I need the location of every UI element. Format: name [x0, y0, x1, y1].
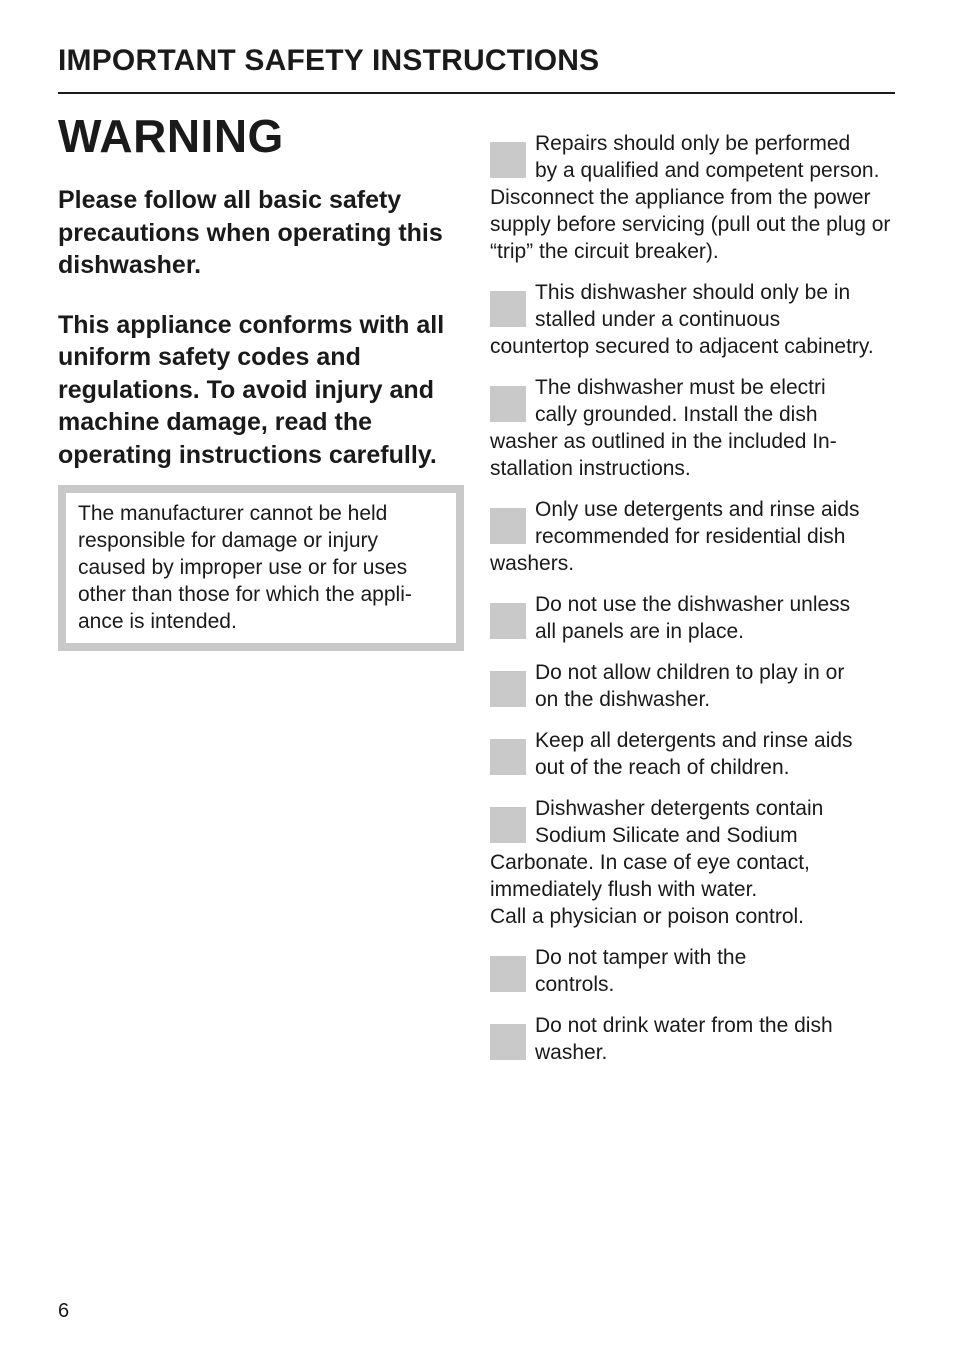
bullet-marker-icon: [490, 386, 526, 422]
safety-item-text: Do not tamper with the controls.: [535, 946, 747, 996]
safety-item-text: Keep all detergents and rinse aids out of the reach of children.: [535, 729, 853, 779]
safety-item: [490, 659, 895, 713]
intro-paragraph-conformity: This appliance conforms with all uniform safety codes and regulations. To avoid injury and machine damage, read the operating instructions carefully.: [58, 310, 445, 469]
safety-item-text: The dishwasher must be electri cally grounded. Install the dish washer as outlined in the included Installation instructions.: [490, 376, 837, 480]
bullet-marker-icon: [490, 291, 526, 327]
safety-item: [490, 130, 895, 265]
intro-paragraph-safety: Please follow all basic safety precautions when operating this dishwasher.: [58, 186, 443, 279]
safety-item: [490, 374, 895, 482]
liability-notice-text: The manufacturer cannot be held responsible for damage or injury caused by improper use or for uses other than those for which the appliance is intended.: [78, 502, 412, 633]
safety-items-column: [490, 130, 895, 1080]
safety-item: [490, 496, 895, 577]
bullet-marker-icon: [490, 807, 526, 843]
safety-item-text: Do not allow children to play in or on the dishwasher.: [535, 661, 845, 711]
bullet-marker-icon: [490, 508, 526, 544]
safety-item: [490, 795, 895, 930]
bullet-marker-icon: [490, 739, 526, 775]
left-column: [58, 108, 464, 651]
heading-divider: [58, 92, 895, 94]
safety-item-text: Only use detergents and rinse aids recommended for residential dish washers.: [490, 498, 860, 575]
page-number: 6: [58, 1300, 70, 1322]
bullet-marker-icon: [490, 671, 526, 707]
safety-item-text: Do not drink water from the dish washer.: [535, 1014, 833, 1064]
liability-notice-box: [58, 485, 464, 651]
bullet-marker-icon: [490, 603, 526, 639]
bullet-marker-icon: [490, 956, 526, 992]
warning-title: WARNING: [58, 110, 284, 162]
safety-item-text: Dishwasher detergents contain Sodium Silicate and Sodium Carbonate. In case of eye contact, immediately flush with water. Call a physician or poison control.: [490, 797, 824, 928]
section-heading: IMPORTANT SAFETY INSTRUCTIONS: [58, 44, 600, 77]
safety-item: [490, 279, 895, 360]
safety-item: [490, 1012, 895, 1066]
safety-item: [490, 727, 895, 781]
bullet-marker-icon: [490, 1024, 526, 1060]
safety-item: [490, 591, 895, 645]
safety-item: [490, 944, 895, 998]
bullet-marker-icon: [490, 142, 526, 178]
safety-item-text: Do not use the dishwasher unless all panels are in place.: [535, 593, 851, 643]
safety-item-text: This dishwasher should only be in stalled under a continuous countertop secured to adjacent cabinetry.: [490, 281, 874, 358]
safety-item-text: Repairs should only be performed by a qualified and competent person. Disconnect the appliance from the power supply before servicing (pull out the plug or “trip” the circuit breaker).: [490, 132, 891, 263]
